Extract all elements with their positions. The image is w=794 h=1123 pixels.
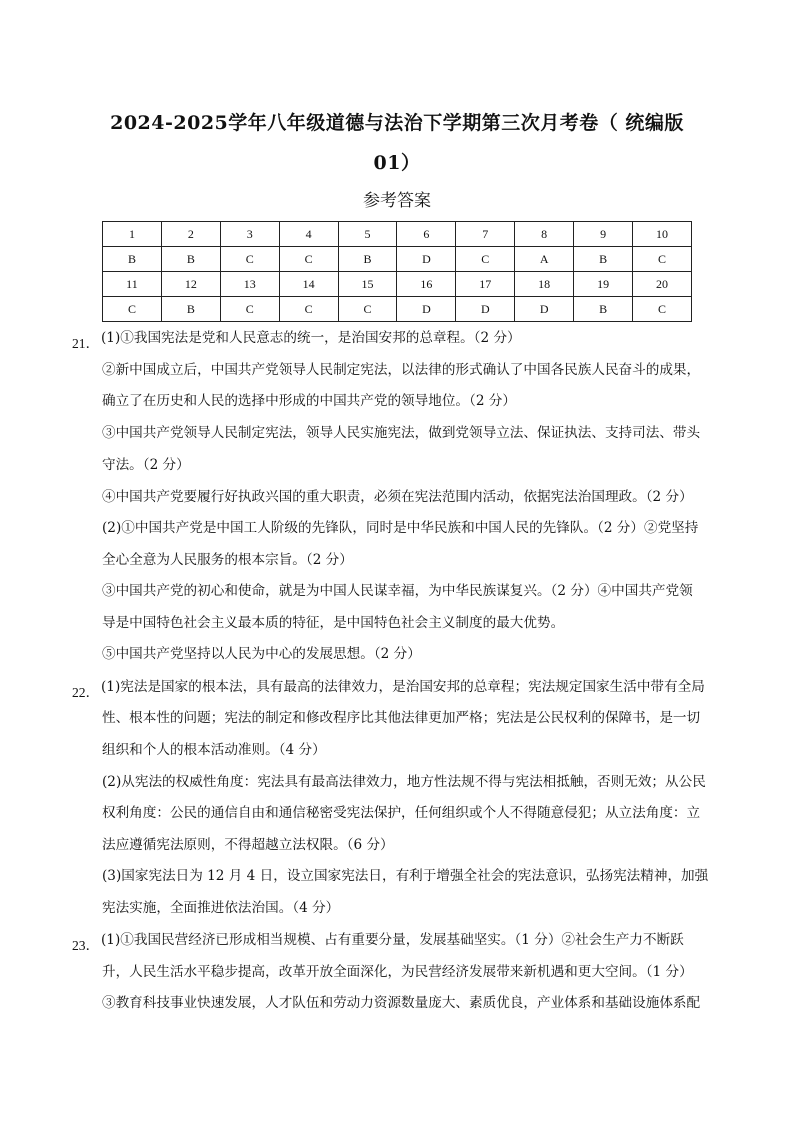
answer-text-line: 导是中国特色社会主义最本质的特征，是中国特色社会主义制度的最大优势。: [102, 615, 565, 631]
answer-table-cell: 7: [456, 222, 515, 247]
answer-table-row: [103, 297, 692, 322]
document-title-line-1: 2024-2025学年八年级道德与法治下学期第三次月考卷（ 统编版: [110, 112, 684, 134]
answer-table-cell: C: [279, 247, 338, 272]
answer-table-cell: 12: [161, 272, 220, 297]
answer-table-row: [103, 272, 692, 297]
answer-text-line: 升，人民生活水平稳步提高，改革开放全面深化，为民营经济发展带来新机遇和更大空间。（1 分）: [102, 964, 693, 980]
answer-table-cell: B: [161, 297, 220, 322]
answer-text-line: 组织和个人的根本活动准则。（4 分）: [102, 742, 326, 758]
answer-table-cell: C: [633, 297, 692, 322]
answer-table-cell: B: [161, 247, 220, 272]
answer-text-line: (2)①中国共产党是中国工人阶级的先锋队，同时是中华民族和中国人民的先锋队。（2 分）②党坚持: [102, 520, 699, 536]
answer-table-cell: C: [338, 297, 397, 322]
answer-text-line: 性、根本性的问题；宪法的制定和修改程序比其他法律更加严格；宪法是公民权利的保障书，是一切: [102, 710, 701, 726]
document-title-line-2: 01）: [373, 152, 421, 174]
answer-table-cell: 18: [515, 272, 574, 297]
answer-table-cell: 20: [633, 272, 692, 297]
answer-table-cell: 5: [338, 222, 397, 247]
answer-table-cell: D: [397, 297, 456, 322]
answer-text-line: ⑤中国共产党坚持以人民为中心的发展思想。（2 分）: [102, 646, 421, 662]
answer-table: [102, 221, 692, 322]
answer-table-cell: 14: [279, 272, 338, 297]
answer-text-line: (1)宪法是国家的根本法，具有最高的法律效力，是治国安邦的总章程；宪法规定国家生活中带有全局: [101, 679, 705, 695]
answer-table-cell: 10: [633, 222, 692, 247]
answer-table-cell: 15: [338, 272, 397, 297]
answer-text-line: ②新中国成立后，中国共产党领导人民制定宪法，以法律的形式确认了中国各民族人民奋斗的成果，: [102, 362, 701, 378]
answer-table-row: [103, 222, 692, 247]
document-subtitle: 参考答案: [363, 191, 431, 211]
answer-table-row: [103, 247, 692, 272]
answer-table-cell: D: [515, 297, 574, 322]
answer-table-cell: D: [397, 247, 456, 272]
answer-text-line: ③中国共产党领导人民制定宪法，领导人民实施宪法，做到党领导立法、保证执法、支持司法、带头: [102, 425, 701, 441]
answer-text-line: (1)①我国民营经济已形成相当规模、占有重要分量，发展基础坚实。（1 分）②社会生产力不断跃: [101, 932, 684, 948]
answer-text-line: 宪法实施，全面推进依法治国。（4 分）: [102, 900, 340, 916]
answer-text-line: (1)①我国宪法是党和人民意志的统一，是治国安邦的总章程。（2 分）: [101, 330, 521, 346]
answer-text-line: (3)国家宪法日为 12 月 4 日，设立国家宪法日，有利于增强全社会的宪法意识，弘扬宪法精神，加强: [102, 868, 709, 884]
answer-text-line: 守法。（2 分）: [102, 457, 190, 473]
answer-table-cell: D: [456, 297, 515, 322]
answer-table-cell: B: [338, 247, 397, 272]
answer-text-line: ③中国共产党的初心和使命，就是为中国人民谋幸福，为中华民族谋复兴。（2 分）④中国共产党领: [102, 583, 693, 599]
answer-text-line: (2)从宪法的权威性角度：宪法具有最高法律效力，地方性法规不得与宪法相抵触，否则无效；从公民: [102, 774, 706, 790]
answer-table-cell: 17: [456, 272, 515, 297]
answer-text-line: 确立了在历史和人民的选择中形成的中国共产党的领导地位。（2 分）: [102, 393, 516, 409]
question-number: 22．: [72, 685, 100, 700]
answer-table-cell: 4: [279, 222, 338, 247]
answer-table-cell: 6: [397, 222, 456, 247]
answer-table-cell: B: [574, 247, 633, 272]
answer-table-cell: 19: [574, 272, 633, 297]
answer-text-line: ③教育科技事业快速发展，人才队伍和劳动力资源数量庞大、素质优良，产业体系和基础设施体系配: [102, 995, 701, 1011]
answer-table-cell: C: [220, 297, 279, 322]
answer-text-line: 法应遵循宪法原则，不得超越立法权限。（6 分）: [102, 837, 394, 853]
answer-table-cell: B: [574, 297, 633, 322]
answer-table-cell: 9: [574, 222, 633, 247]
answer-text-line: 权利角度：公民的通信自由和通信秘密受宪法保护，任何组织或个人不得随意侵犯；从立法角度：立: [102, 805, 701, 821]
answer-table-cell: 1: [103, 222, 162, 247]
answer-table-cell: B: [103, 247, 162, 272]
answer-text-line: 全心全意为人民服务的根本宗旨。（2 分）: [102, 552, 353, 568]
answer-table-cell: 13: [220, 272, 279, 297]
answer-table-cell: C: [103, 297, 162, 322]
answer-table-cell: 2: [161, 222, 220, 247]
answer-table-cell: C: [279, 297, 338, 322]
answer-table-cell: C: [220, 247, 279, 272]
answer-table-cell: C: [456, 247, 515, 272]
answer-text-line: ④中国共产党要履行好执政兴国的重大职责，必须在宪法范围内活动，依据宪法治国理政。（2 分）: [102, 489, 693, 505]
answer-table-cell: 8: [515, 222, 574, 247]
answer-table-cell: 11: [103, 272, 162, 297]
answer-table-cell: 3: [220, 222, 279, 247]
question-number: 21．: [72, 336, 100, 351]
question-number: 23．: [72, 938, 100, 953]
answer-table-cell: A: [515, 247, 574, 272]
answer-table-cell: C: [633, 247, 692, 272]
answer-table-cell: 16: [397, 272, 456, 297]
